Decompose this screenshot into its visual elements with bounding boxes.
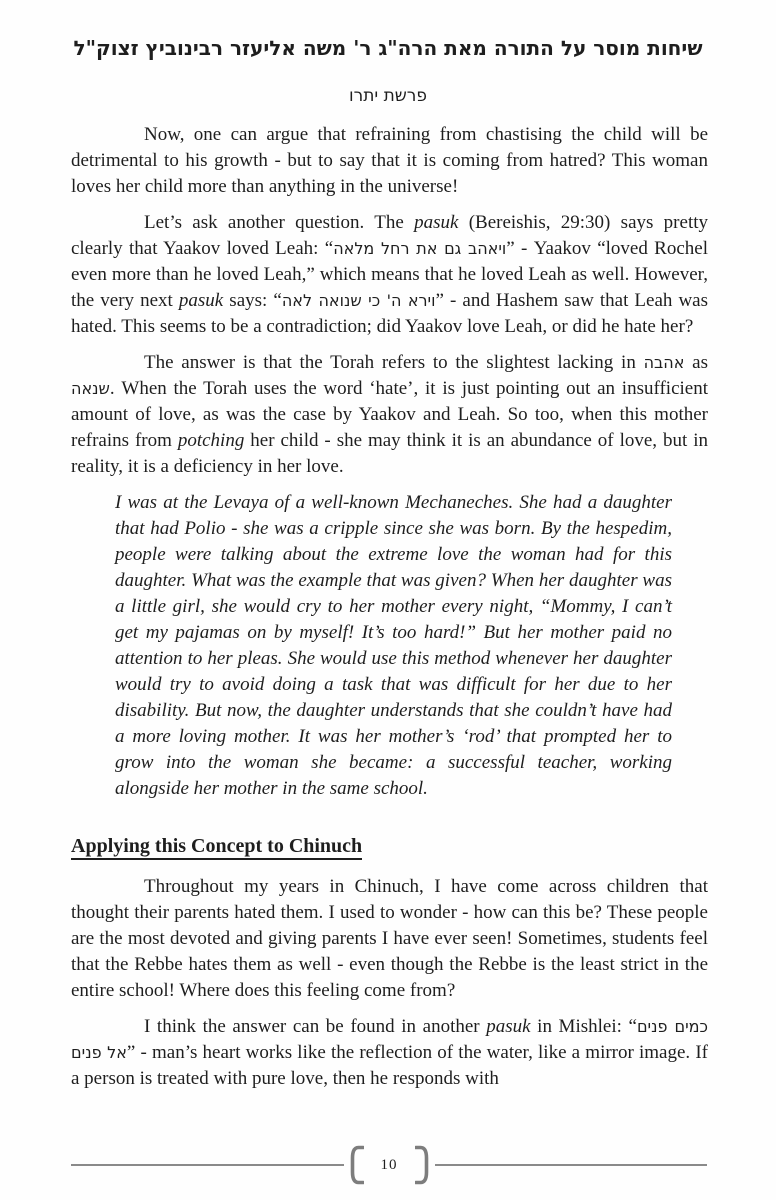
hebrew-phrase: שנאה <box>71 379 110 398</box>
right-bracket-icon <box>415 1144 430 1186</box>
text-run: The answer is that the Torah refers to the slightest lacking in <box>144 352 644 373</box>
italic-term: pasuk <box>414 212 459 233</box>
paragraph <box>71 122 708 200</box>
page-number: 10 <box>380 1156 398 1173</box>
text-run: says: “ <box>223 290 282 311</box>
paragraph <box>71 350 708 480</box>
hebrew-phrase: וירא ה' כי שנואה לאה <box>281 291 436 310</box>
italic-term: potching <box>177 430 245 451</box>
paragraph <box>71 1014 708 1092</box>
text-run: (Bereishis, 29:30) says pretty clearly that Yaakov loved Leah: “ <box>71 212 709 259</box>
italic-term: pasuk <box>178 290 224 311</box>
page-footer <box>71 1142 707 1188</box>
text-run: Throughout my years in Chinuch, I have come across children that thought their parents hated them. I used to wonder - how can this be? These people are the most devoted and giving parents I have ever seen! Sometimes, students feel that the Rebbe hates them as well - even though the Rebbe is the least strict in the entire school! Where does this feeling come from? <box>71 876 708 1001</box>
block-quote <box>115 490 672 802</box>
hebrew-phrase: כמים פנים אל פנים <box>71 1017 708 1062</box>
text-run: I think the answer can be found in another <box>144 1016 487 1037</box>
italic-term: pasuk <box>486 1016 531 1037</box>
left-bracket-icon <box>349 1144 364 1186</box>
paragraph <box>71 210 708 340</box>
body-content <box>71 122 708 1092</box>
footer-rule-left <box>71 1164 344 1166</box>
section-heading <box>71 832 708 860</box>
text-run: in Mishlei: “ <box>530 1016 637 1037</box>
text-run: I was at the Levaya of a well-known Mechaneches. She had a daughter that had Polio - she was a cripple since she was born. By the hespedim, people were talking about the extreme love the woman had for this daughter. What was the example that was given? When her daughter was a little girl, she would cry to her mother every night, “Mommy, I can’t get my pajamas on by myself! It’s too hard!” But her mother paid no attention to her pleas. She would use this method whenever her daughter would try to avoid doing a task that was difficult for her due to her disability. But now, the daughter understands that she couldn’t have had a more loving mother. It was her mother’s ‘rod’ that prompted her to grow into the woman she became: a successful teacher, working alongside her mother in the same school. <box>115 492 672 799</box>
text-run: . When the Torah uses the word ‘hate’, it is just pointing out an insufficient amount of love, as was the case by Yaakov and Leah. So too, when this mother refrains from <box>71 378 708 451</box>
text-run: as <box>684 352 708 373</box>
parsha-subtitle: פרשת יתרו <box>348 86 428 106</box>
text-run: her child - she may think it is an abundance of love, but in reality, it is a deficiency in her love. <box>71 430 708 477</box>
hebrew-phrase: אהבה <box>643 353 685 372</box>
text-run: Applying this Concept to Chinuch <box>71 835 362 860</box>
text-run: Now, one can argue that refraining from chastising the child will be detrimental to his growth - but to say that it is coming from hatred? This woman loves her child more than anything in the universe! <box>71 124 708 197</box>
hebrew-title: שיחות מוסר על התורה מאת הרה"ג ר' משה אליעזר רבינוביץ זצוק"ל <box>73 36 703 60</box>
footer-rule-right <box>435 1164 708 1166</box>
paragraph <box>71 874 708 1004</box>
page-header <box>0 0 776 106</box>
text-run: ” - and Hashem saw that Leah was hated. This seems to be a contradiction; did Yaakov love Leah, or did he hate her? <box>71 290 709 337</box>
text-run: ” - Yaakov “loved Rochel even more than he loved Leah,” which means that he loved Leah as well. However, the very next <box>71 238 708 311</box>
hebrew-phrase: ויאהב גם את רחל מלאה <box>333 239 507 258</box>
text-run: ” - man’s heart works like the reflection of the water, like a mirror image. If a person is treated with pure love, then he responds with <box>71 1042 708 1089</box>
text-run: Let’s ask another question. The <box>144 212 415 233</box>
